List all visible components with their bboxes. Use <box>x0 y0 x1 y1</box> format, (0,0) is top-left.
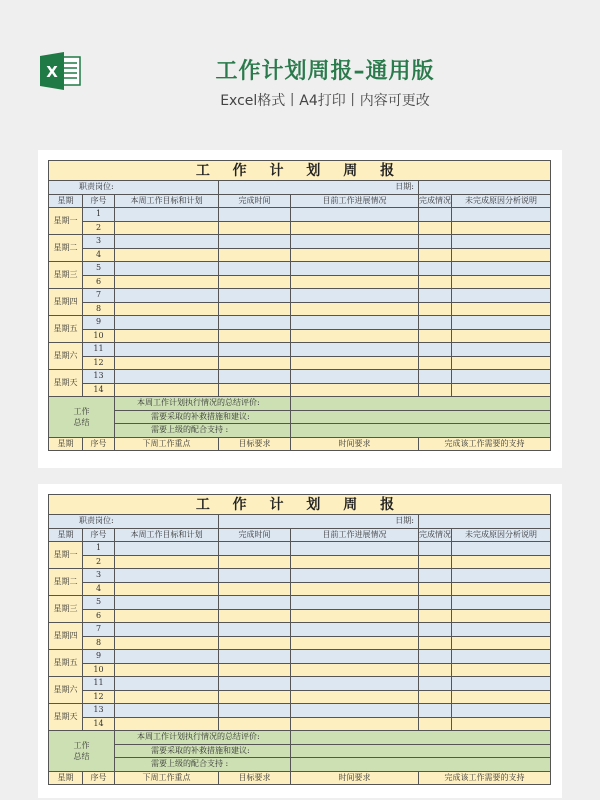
day-label: 星期二 <box>49 235 83 262</box>
summary-row <box>49 731 551 745</box>
entry-cell[interactable] <box>115 690 219 704</box>
entry-cell[interactable] <box>452 329 551 343</box>
sheet-preview-1 <box>38 150 562 468</box>
entry-cell[interactable] <box>291 636 419 650</box>
col-header: 未完成原因分析说明 <box>452 528 551 542</box>
entry-cell[interactable] <box>452 248 551 262</box>
entry-cell[interactable] <box>291 289 419 303</box>
entry-cell[interactable] <box>419 235 452 249</box>
table-row <box>49 677 551 691</box>
next-week-header-row <box>49 771 551 785</box>
entry-cell[interactable] <box>115 636 219 650</box>
day-label: 星期天 <box>49 370 83 397</box>
summary-label: 工作 总结 <box>49 397 115 438</box>
entry-cell[interactable] <box>115 555 219 569</box>
entry-cell[interactable] <box>419 650 452 664</box>
entry-cell[interactable] <box>452 690 551 704</box>
entry-cell[interactable] <box>291 221 419 235</box>
entry-cell[interactable] <box>291 316 419 330</box>
entry-cell[interactable] <box>291 690 419 704</box>
next-week-col-header: 时间要求 <box>291 437 419 451</box>
summary-row <box>49 397 551 411</box>
table-row <box>49 690 551 704</box>
next-week-col-header: 序号 <box>83 771 115 785</box>
table-row <box>49 208 551 222</box>
next-week-header-row <box>49 437 551 451</box>
entry-cell[interactable] <box>219 663 291 677</box>
date-label: 日期: <box>219 515 419 529</box>
entry-cell[interactable] <box>419 569 452 583</box>
entry-cell[interactable] <box>419 302 452 316</box>
entry-cell[interactable] <box>291 370 419 384</box>
entry-cell[interactable] <box>419 555 452 569</box>
col-header: 完成情况 <box>419 194 452 208</box>
entry-cell[interactable] <box>115 370 219 384</box>
next-week-col-header: 星期 <box>49 437 83 451</box>
entry-cell[interactable] <box>219 275 291 289</box>
entry-cell[interactable] <box>115 208 219 222</box>
row-number: 3 <box>83 569 115 583</box>
entry-cell[interactable] <box>219 302 291 316</box>
entry-cell[interactable] <box>291 582 419 596</box>
entry-cell[interactable] <box>219 704 291 718</box>
entry-cell[interactable] <box>219 316 291 330</box>
row-number: 14 <box>83 383 115 397</box>
row-number: 7 <box>83 623 115 637</box>
summary-item-label: 本周工作计划执行情况的总结评价: <box>115 731 291 745</box>
entry-cell[interactable] <box>452 302 551 316</box>
entry-cell[interactable] <box>419 221 452 235</box>
summary-row <box>49 424 551 438</box>
table-row <box>49 596 551 610</box>
entry-cell[interactable] <box>115 582 219 596</box>
row-number: 1 <box>83 208 115 222</box>
entry-cell[interactable] <box>419 370 452 384</box>
entry-cell[interactable] <box>291 650 419 664</box>
entry-cell[interactable] <box>452 677 551 691</box>
entry-cell[interactable] <box>452 343 551 357</box>
entry-cell[interactable] <box>419 677 452 691</box>
entry-cell[interactable] <box>291 542 419 556</box>
entry-cell[interactable] <box>419 623 452 637</box>
next-week-col-header: 下周工作重点 <box>115 437 219 451</box>
entry-cell[interactable] <box>219 262 291 276</box>
entry-cell[interactable] <box>219 383 291 397</box>
entry-cell[interactable] <box>452 262 551 276</box>
entry-cell[interactable] <box>291 663 419 677</box>
page-subtitle: Excel格式丨A4打印丨内容可更改 <box>220 93 430 109</box>
row-number: 3 <box>83 235 115 249</box>
entry-cell[interactable] <box>291 555 419 569</box>
weekly-plan-table <box>48 494 551 785</box>
summary-item-label: 需要采取的补救措施和建议: <box>115 744 291 758</box>
row-number: 2 <box>83 555 115 569</box>
entry-cell[interactable] <box>452 289 551 303</box>
col-header: 完成情况 <box>419 528 452 542</box>
table-row <box>49 650 551 664</box>
col-header: 序号 <box>83 194 115 208</box>
day-label: 星期一 <box>49 542 83 569</box>
summary-input-cell[interactable] <box>291 424 551 438</box>
position-label: 职责岗位: <box>49 181 219 195</box>
day-label: 星期六 <box>49 677 83 704</box>
entry-cell[interactable] <box>219 343 291 357</box>
entry-cell[interactable] <box>115 235 219 249</box>
entry-cell[interactable] <box>419 663 452 677</box>
table-row <box>49 569 551 583</box>
weekly-plan-table <box>48 160 551 451</box>
row-number: 13 <box>83 704 115 718</box>
table-row <box>49 316 551 330</box>
table-row <box>49 262 551 276</box>
entry-cell[interactable] <box>419 690 452 704</box>
entry-cell[interactable] <box>291 623 419 637</box>
row-number: 2 <box>83 221 115 235</box>
row-number: 6 <box>83 275 115 289</box>
summary-input-cell[interactable] <box>291 744 551 758</box>
entry-cell[interactable] <box>219 555 291 569</box>
entry-cell[interactable] <box>452 704 551 718</box>
entry-cell[interactable] <box>219 542 291 556</box>
entry-cell[interactable] <box>115 316 219 330</box>
entry-cell[interactable] <box>115 221 219 235</box>
entry-cell[interactable] <box>452 235 551 249</box>
entry-cell[interactable] <box>452 316 551 330</box>
entry-cell[interactable] <box>115 329 219 343</box>
entry-cell[interactable] <box>419 208 452 222</box>
table-row <box>49 289 551 303</box>
entry-cell[interactable] <box>419 275 452 289</box>
col-header: 星期 <box>49 528 83 542</box>
page-title: 工作计划周报–通用版 <box>215 59 435 84</box>
entry-cell[interactable] <box>115 248 219 262</box>
entry-cell[interactable] <box>115 383 219 397</box>
table-row <box>49 542 551 556</box>
entry-cell[interactable] <box>115 289 219 303</box>
table-row <box>49 275 551 289</box>
entry-cell[interactable] <box>115 596 219 610</box>
excel-icon <box>40 52 82 90</box>
day-label: 星期二 <box>49 569 83 596</box>
entry-cell[interactable] <box>291 208 419 222</box>
entry-cell[interactable] <box>219 289 291 303</box>
entry-cell[interactable] <box>291 343 419 357</box>
entry-cell[interactable] <box>219 690 291 704</box>
table-row <box>49 555 551 569</box>
row-number: 14 <box>83 717 115 731</box>
date-value-cell[interactable] <box>419 181 551 195</box>
entry-cell[interactable] <box>419 704 452 718</box>
entry-cell[interactable] <box>291 596 419 610</box>
row-number: 7 <box>83 289 115 303</box>
entry-cell[interactable] <box>419 329 452 343</box>
row-number: 5 <box>83 262 115 276</box>
entry-cell[interactable] <box>419 356 452 370</box>
position-label: 职责岗位: <box>49 515 219 529</box>
entry-cell[interactable] <box>219 248 291 262</box>
col-header: 未完成原因分析说明 <box>452 194 551 208</box>
row-number: 6 <box>83 609 115 623</box>
next-week-col-header: 下周工作重点 <box>115 771 219 785</box>
entry-cell[interactable] <box>115 623 219 637</box>
entry-cell[interactable] <box>219 208 291 222</box>
entry-cell[interactable] <box>115 262 219 276</box>
entry-cell[interactable] <box>291 704 419 718</box>
day-label: 星期四 <box>49 289 83 316</box>
day-label: 星期一 <box>49 208 83 235</box>
entry-cell[interactable] <box>115 542 219 556</box>
day-label: 星期三 <box>49 596 83 623</box>
date-label: 日期: <box>219 181 419 195</box>
table-row <box>49 717 551 731</box>
sheet-title: 工 作 计 划 周 报 <box>49 161 551 181</box>
entry-cell[interactable] <box>419 582 452 596</box>
col-header: 完成时间 <box>219 528 291 542</box>
summary-item-label: 需要上级的配合支持 : <box>115 424 291 438</box>
day-label: 星期五 <box>49 650 83 677</box>
entry-cell[interactable] <box>452 370 551 384</box>
summary-item-label: 需要上级的配合支持 : <box>115 758 291 772</box>
row-number: 8 <box>83 636 115 650</box>
entry-cell[interactable] <box>291 329 419 343</box>
col-header: 本周工作目标和计划 <box>115 528 219 542</box>
entry-cell[interactable] <box>452 582 551 596</box>
entry-cell[interactable] <box>419 343 452 357</box>
next-week-col-header: 目标要求 <box>219 771 291 785</box>
entry-cell[interactable] <box>419 248 452 262</box>
table-row <box>49 221 551 235</box>
entry-cell[interactable] <box>452 356 551 370</box>
summary-row <box>49 410 551 424</box>
summary-input-cell[interactable] <box>291 731 551 745</box>
row-number: 11 <box>83 343 115 357</box>
entry-cell[interactable] <box>115 717 219 731</box>
entry-cell[interactable] <box>115 343 219 357</box>
day-label: 星期天 <box>49 704 83 731</box>
entry-cell[interactable] <box>115 650 219 664</box>
entry-cell[interactable] <box>291 248 419 262</box>
entry-cell[interactable] <box>115 302 219 316</box>
entry-cell[interactable] <box>115 275 219 289</box>
table-row <box>49 370 551 384</box>
table-row <box>49 383 551 397</box>
entry-cell[interactable] <box>291 235 419 249</box>
row-number: 12 <box>83 356 115 370</box>
col-header: 本周工作目标和计划 <box>115 194 219 208</box>
entry-cell[interactable] <box>291 383 419 397</box>
entry-cell[interactable] <box>291 717 419 731</box>
summary-row <box>49 758 551 772</box>
col-header: 序号 <box>83 528 115 542</box>
col-header: 星期 <box>49 194 83 208</box>
col-header: 目前工作进展情况 <box>291 194 419 208</box>
next-week-col-header: 星期 <box>49 771 83 785</box>
entry-cell[interactable] <box>452 542 551 556</box>
next-week-col-header: 完成该工作需要的支持 <box>419 771 551 785</box>
table-row <box>49 302 551 316</box>
day-label: 星期三 <box>49 262 83 289</box>
entry-cell[interactable] <box>291 262 419 276</box>
next-week-col-header: 时间要求 <box>291 771 419 785</box>
entry-cell[interactable] <box>219 609 291 623</box>
entry-cell[interactable] <box>452 208 551 222</box>
entry-cell[interactable] <box>219 596 291 610</box>
entry-cell[interactable] <box>219 221 291 235</box>
row-number: 4 <box>83 582 115 596</box>
summary-input-cell[interactable] <box>291 410 551 424</box>
entry-cell[interactable] <box>419 542 452 556</box>
entry-cell[interactable] <box>115 356 219 370</box>
next-week-col-header: 完成该工作需要的支持 <box>419 437 551 451</box>
entry-cell[interactable] <box>452 221 551 235</box>
summary-input-cell[interactable] <box>291 758 551 772</box>
table-row <box>49 343 551 357</box>
entry-cell[interactable] <box>452 663 551 677</box>
entry-cell[interactable] <box>115 704 219 718</box>
entry-cell[interactable] <box>452 609 551 623</box>
row-number: 12 <box>83 690 115 704</box>
entry-cell[interactable] <box>419 596 452 610</box>
entry-cell[interactable] <box>115 677 219 691</box>
entry-cell[interactable] <box>219 356 291 370</box>
entry-cell[interactable] <box>219 329 291 343</box>
table-row <box>49 582 551 596</box>
summary-item-label: 需要采取的补救措施和建议: <box>115 410 291 424</box>
entry-cell[interactable] <box>291 677 419 691</box>
next-week-col-header: 序号 <box>83 437 115 451</box>
entry-cell[interactable] <box>219 569 291 583</box>
entry-cell[interactable] <box>115 609 219 623</box>
entry-cell[interactable] <box>219 582 291 596</box>
entry-cell[interactable] <box>219 235 291 249</box>
entry-cell[interactable] <box>452 596 551 610</box>
entry-cell[interactable] <box>291 275 419 289</box>
table-row <box>49 663 551 677</box>
sheet-preview-2 <box>38 484 562 798</box>
entry-cell[interactable] <box>219 370 291 384</box>
entry-cell[interactable] <box>419 636 452 650</box>
row-number: 9 <box>83 316 115 330</box>
table-row <box>49 623 551 637</box>
page-header <box>0 0 600 130</box>
entry-cell[interactable] <box>291 356 419 370</box>
summary-row <box>49 744 551 758</box>
summary-input-cell[interactable] <box>291 397 551 411</box>
entry-cell[interactable] <box>219 717 291 731</box>
entry-cell[interactable] <box>419 383 452 397</box>
row-number: 1 <box>83 542 115 556</box>
entry-cell[interactable] <box>452 636 551 650</box>
entry-cell[interactable] <box>291 569 419 583</box>
entry-cell[interactable] <box>291 302 419 316</box>
entry-cell[interactable] <box>452 275 551 289</box>
day-label: 星期四 <box>49 623 83 650</box>
entry-cell[interactable] <box>452 650 551 664</box>
summary-label: 工作 总结 <box>49 731 115 772</box>
day-label: 星期五 <box>49 316 83 343</box>
entry-cell[interactable] <box>452 623 551 637</box>
excel-logo-letter: X <box>46 63 58 81</box>
table-row <box>49 248 551 262</box>
entry-cell[interactable] <box>219 677 291 691</box>
entry-cell[interactable] <box>219 623 291 637</box>
row-number: 5 <box>83 596 115 610</box>
summary-item-label: 本周工作计划执行情况的总结评价: <box>115 397 291 411</box>
col-header: 目前工作进展情况 <box>291 528 419 542</box>
entry-cell[interactable] <box>419 316 452 330</box>
entry-cell[interactable] <box>419 717 452 731</box>
row-number: 9 <box>83 650 115 664</box>
entry-cell[interactable] <box>291 609 419 623</box>
table-row <box>49 704 551 718</box>
table-row <box>49 235 551 249</box>
sheet-title: 工 作 计 划 周 报 <box>49 495 551 515</box>
entry-cell[interactable] <box>452 383 551 397</box>
row-number: 10 <box>83 663 115 677</box>
table-row <box>49 636 551 650</box>
row-number: 10 <box>83 329 115 343</box>
day-label: 星期六 <box>49 343 83 370</box>
entry-cell[interactable] <box>219 636 291 650</box>
row-number: 4 <box>83 248 115 262</box>
entry-cell[interactable] <box>219 650 291 664</box>
entry-cell[interactable] <box>452 717 551 731</box>
col-header: 完成时间 <box>219 194 291 208</box>
entry-cell[interactable] <box>419 289 452 303</box>
row-number: 11 <box>83 677 115 691</box>
date-value-cell[interactable] <box>419 515 551 529</box>
table-row <box>49 609 551 623</box>
table-row <box>49 356 551 370</box>
entry-cell[interactable] <box>115 663 219 677</box>
entry-cell[interactable] <box>115 569 219 583</box>
entry-cell[interactable] <box>452 555 551 569</box>
next-week-col-header: 目标要求 <box>219 437 291 451</box>
row-number: 13 <box>83 370 115 384</box>
entry-cell[interactable] <box>419 262 452 276</box>
row-number: 8 <box>83 302 115 316</box>
entry-cell[interactable] <box>452 569 551 583</box>
entry-cell[interactable] <box>419 609 452 623</box>
table-row <box>49 329 551 343</box>
